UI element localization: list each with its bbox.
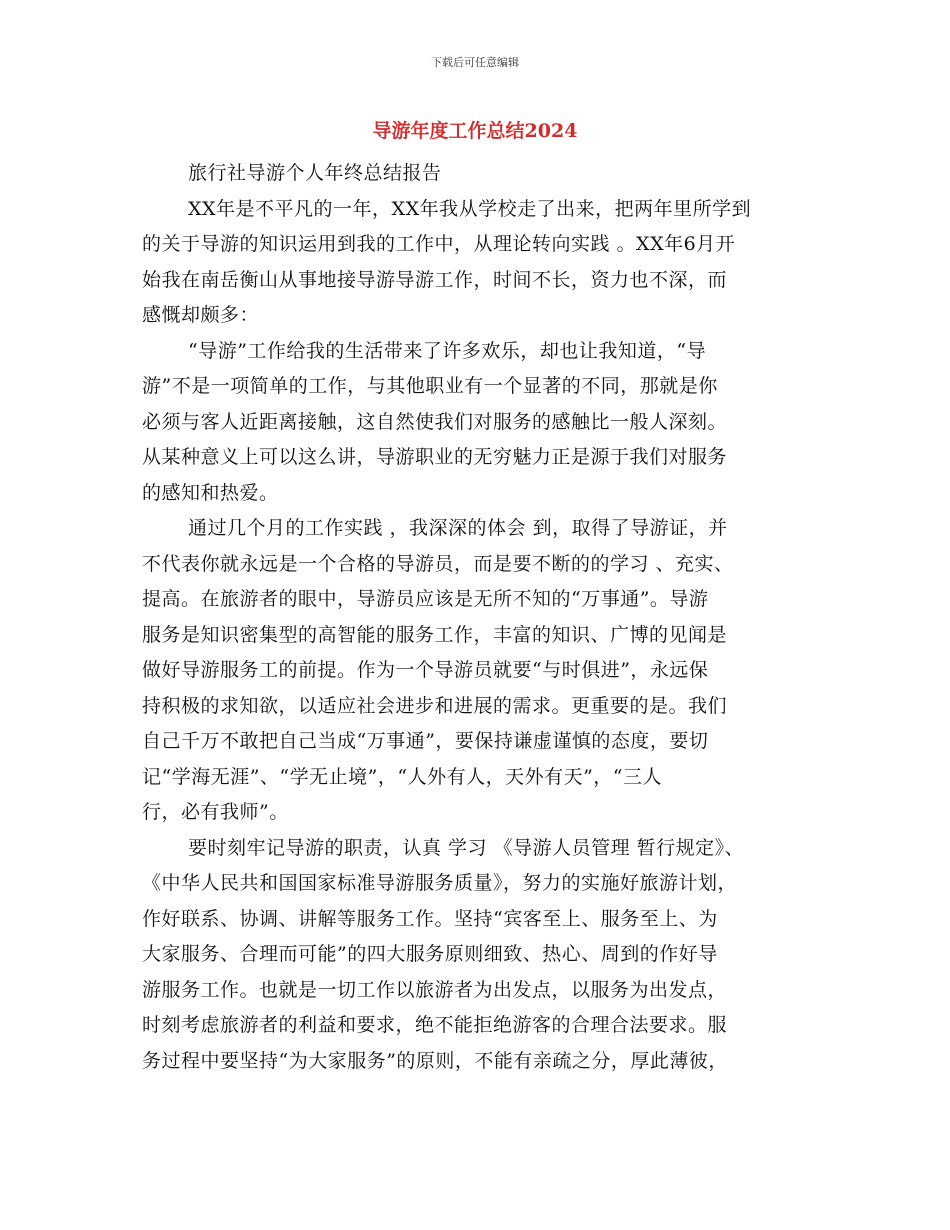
text-line: 旅行社导游个人年终总结报告 <box>188 162 442 184</box>
text-line: 记“学海无涯”、“学无止境”，“人外有人，天外有天”，“三人 <box>142 765 662 788</box>
text-line: 作好联系、协调、讲解等服务工作。坚持“宾客至上、服务至上、为 <box>142 907 718 930</box>
text-line: 服务是知识密集型的高智能的服务工作，丰富的知识、广博的见闻是 <box>142 623 728 646</box>
text-line: 《中华人民共和国国家标准导游服务质量》，努力的实施好旅游计划， <box>142 872 738 894</box>
text-line: 游”不是一项简单的工作，与其他职业有一个显著的不同，那就是你 <box>142 375 718 397</box>
document-body <box>142 156 802 1079</box>
text-line: 游服务工作。也就是一切工作以旅游者为出发点，以服务为出发点， <box>142 978 728 1001</box>
text-line: 时刻考虑旅游者的利益和要求，绝不能拒绝游客的合理合法要求。服 <box>142 1014 728 1036</box>
document-title: 导游年度工作总结2024 <box>372 120 578 142</box>
text-line: 从某种意义上可以这么讲，导游职业的无穷魅力正是源于我们对服务 <box>142 446 728 468</box>
text-line: 不代表你就永远是一个合格的导游员，而是要不断的的学习 、充实、 <box>142 552 734 575</box>
text-line: 必须与客人近距离接触，这自然使我们对服务的感触比一般人深刻。 <box>142 410 728 433</box>
text-line: 感慨却颇多： <box>142 304 260 326</box>
text-line: 做好导游服务工的前提。作为一个导游员就要“与时俱进”，永远保 <box>142 659 709 681</box>
text-line: 要时刻牢记导游的职责，认真 学习 《导游人员管理 暂行规定》、 <box>188 836 745 859</box>
text-line: 的关于导游的知识运用到我的工作中，从理论转向实践 。XX年6月开 <box>142 233 736 255</box>
text-line: 提高。在旅游者的眼中，导游员应该是无所不知的“万事通”。导游 <box>142 588 709 610</box>
text-line: “导游”工作给我的生活带来了许多欢乐，却也让我知道，“导 <box>188 339 707 362</box>
text-line: 持积极的求知欲，以适应社会进步和进展的需求。更重要的是。我们 <box>142 694 728 717</box>
text-line: XX年是不平凡的一年，XX年我从学校走了出来，把两年里所学到 <box>188 197 752 220</box>
header-note: 下载后可任意编辑 <box>431 56 519 69</box>
text-line: 大家服务、合理而可能”的四大服务原则细致、热心、周到的作好导 <box>142 943 718 965</box>
text-line: 始我在南岳衡山从事地接导游导游工作，时间不长，资力也不深，而 <box>142 268 728 291</box>
text-line: 的感知和热爱。 <box>142 481 279 504</box>
text-line: 务过程中要坚持“为大家服务”的原则，不能有亲疏之分，厚此薄彼， <box>142 1049 728 1072</box>
text-line: 通过几个月的工作实践 ，我深深的体会 到，取得了导游证，并 <box>188 517 728 539</box>
text-line: 自己千万不敢把自己当成“万事通”，要保持谦虚谨慎的态度，要切 <box>142 730 709 752</box>
text-line: 行，必有我师”。 <box>142 801 289 823</box>
